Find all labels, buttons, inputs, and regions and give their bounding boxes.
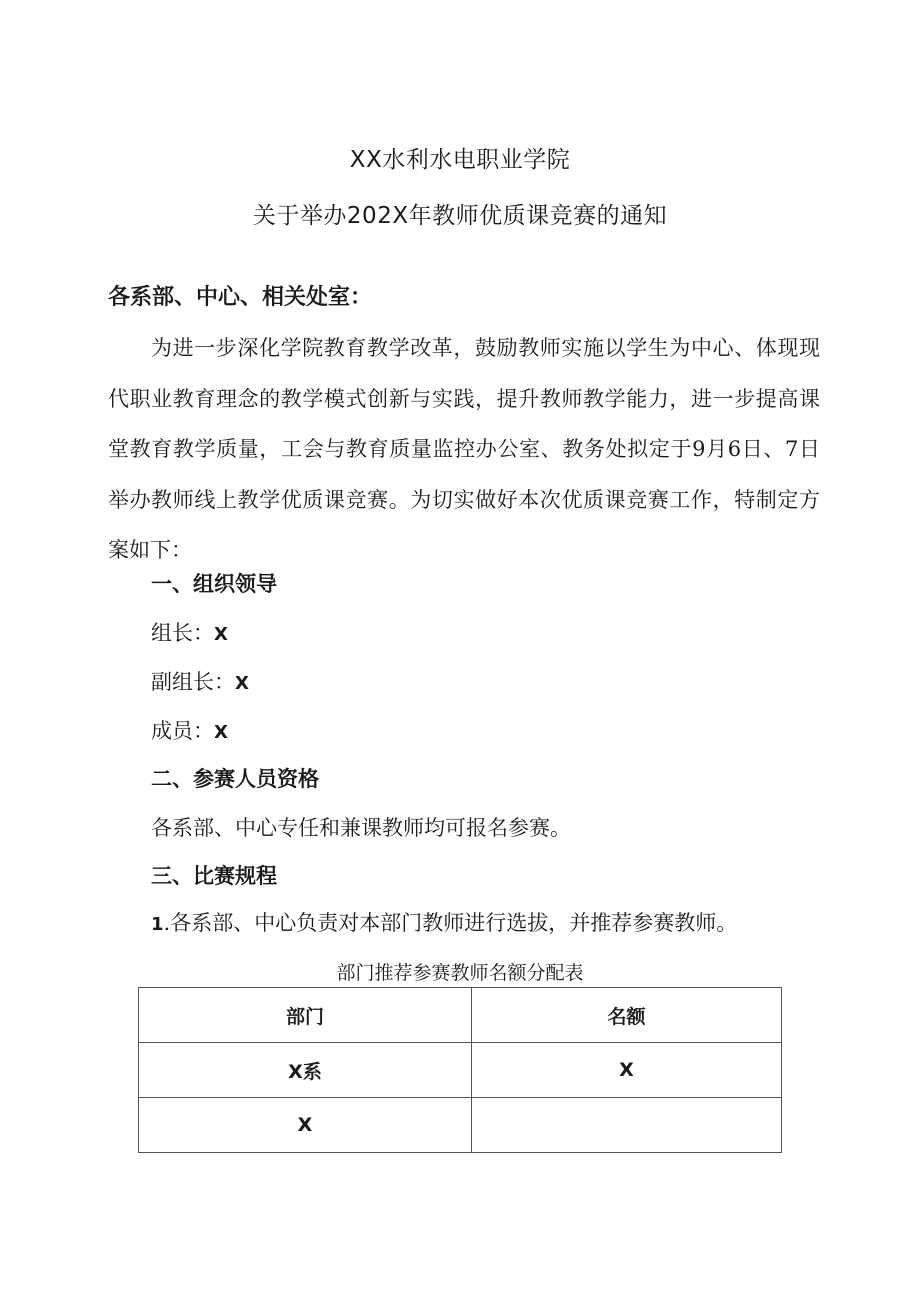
header-department: 部门 — [139, 988, 472, 1043]
cell-quota — [472, 1098, 782, 1153]
table-row — [139, 1043, 782, 1098]
rule-number: 1 — [151, 914, 164, 935]
leader-label: 组长： — [151, 621, 214, 645]
deputy-leader-label: 副组长： — [151, 670, 235, 694]
institution-title: XX水利水电职业学院 — [349, 147, 571, 173]
intro-paragraph: 为进一步深化学院教育教学改革，鼓励教师实施以学生为中心、体现现代职业教育理念的教学模式创新与实践，提升教师教学能力，进一步提高课堂教育教学质量，工会与教育质量监控办公室、教务处拟定于9月6日、7日举办教师线上教学优质课竞赛。为切实做好本次优质课竞赛工作，特制定方案如下： — [108, 336, 820, 562]
cell-quota: X — [472, 1043, 782, 1098]
deputy-leader-line — [151, 666, 249, 696]
section-heading-rules: 三、比赛规程 — [151, 863, 277, 888]
members-line — [151, 715, 228, 745]
cell-department: X系 — [139, 1043, 472, 1098]
rule-item-1 — [151, 907, 737, 937]
cell-department: X — [139, 1098, 472, 1153]
table-caption: 部门推荐参赛教师名额分配表 — [336, 962, 584, 984]
deputy-leader-value: X — [235, 673, 249, 694]
salutation: 各系部、中心、相关处室： — [108, 284, 373, 310]
notice-title: 关于举办202X年教师优质课竞赛的通知 — [252, 203, 668, 229]
quota-allocation-table — [138, 987, 782, 1153]
section-heading-organization: 一、组织领导 — [151, 571, 277, 596]
rule-text: .各系部、中心负责对本部门教师进行选拔，并推荐参赛教师。 — [163, 911, 738, 935]
table-header-row — [139, 988, 782, 1043]
members-value: X — [214, 722, 228, 743]
leader-line — [151, 617, 228, 647]
table-row — [139, 1098, 782, 1153]
members-label: 成员： — [151, 719, 214, 743]
section-heading-eligibility: 二、参赛人员资格 — [151, 766, 319, 791]
header-quota: 名额 — [472, 988, 782, 1043]
leader-value: X — [214, 624, 228, 645]
eligibility-text: 各系部、中心专任和兼课教师均可报名参赛。 — [151, 816, 571, 840]
